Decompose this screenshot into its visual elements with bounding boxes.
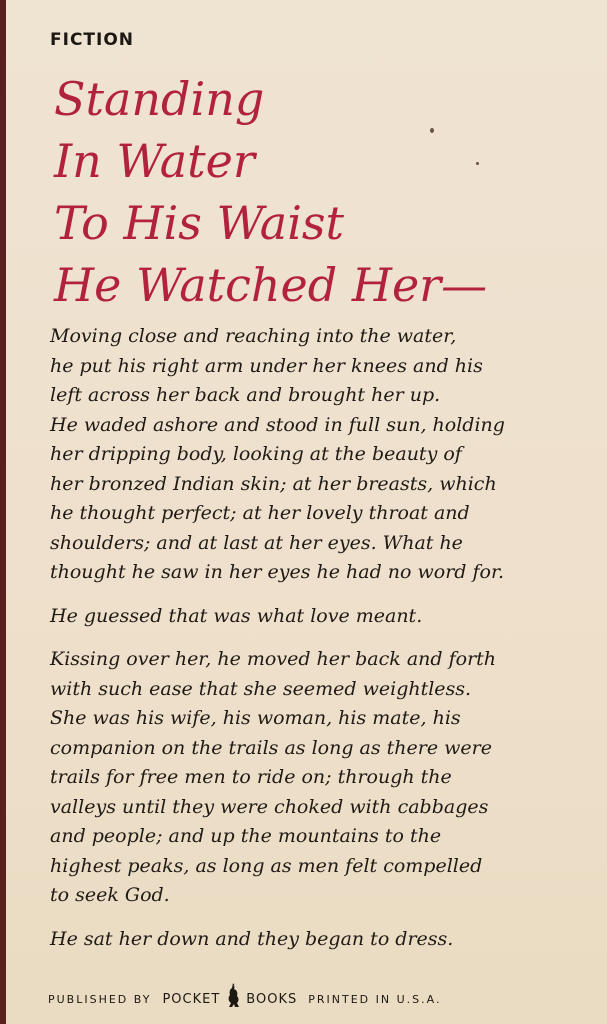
headline-line: To His Waist bbox=[54, 196, 344, 250]
publisher-brand-right: BOOKS bbox=[246, 991, 298, 1007]
kangaroo-logo-icon bbox=[224, 982, 242, 1008]
headline-line: He Watched Her— bbox=[54, 258, 488, 312]
excerpt-line: to seek God. bbox=[50, 884, 170, 906]
publisher-suffix: PRINTED IN U.S.A. bbox=[308, 992, 442, 1006]
excerpt-line: left across her back and brought her up. bbox=[50, 384, 441, 406]
excerpt-line: She was his wife, his woman, his mate, his bbox=[50, 707, 461, 729]
excerpt-line: trails for free men to ride on; through the bbox=[50, 766, 452, 788]
headline-line: Standing bbox=[54, 72, 265, 126]
publisher-brand-left: POCKET bbox=[162, 991, 221, 1007]
excerpt-paragraph bbox=[50, 925, 590, 955]
excerpt-line: her dripping body, looking at the beauty of bbox=[50, 443, 462, 465]
excerpt-line: her bronzed Indian skin; at her breasts, which bbox=[50, 472, 497, 495]
excerpt-line: with such ease that she seemed weightless. bbox=[50, 677, 472, 700]
excerpt-line: Moving close and reaching into the water, bbox=[50, 325, 457, 347]
excerpt-line: He waded ashore and stood in full sun, holding bbox=[50, 413, 505, 436]
excerpt-paragraph bbox=[50, 645, 590, 911]
paper-speck bbox=[430, 128, 434, 133]
excerpt-line: He sat her down and they began to dress. bbox=[50, 927, 454, 950]
excerpt-paragraph bbox=[50, 602, 590, 632]
excerpt-line: He guessed that was what love meant. bbox=[50, 604, 423, 627]
excerpt-line: highest peaks, as long as men felt compelled bbox=[50, 854, 483, 877]
excerpt-line: he thought perfect; at her lovely throat and bbox=[50, 502, 470, 524]
excerpt-line: he put his right arm under her knees and his bbox=[50, 354, 483, 377]
headline bbox=[54, 68, 594, 316]
headline-line: In Water bbox=[54, 134, 255, 188]
excerpt-line: and people; and up the mountains to the bbox=[50, 825, 442, 847]
excerpt-body bbox=[50, 322, 590, 968]
excerpt-line: thought he saw in her eyes he had no word for. bbox=[50, 561, 504, 583]
publisher-prefix: PUBLISHED BY bbox=[48, 992, 152, 1006]
excerpt-line: valleys until they were choked with cabbages bbox=[50, 795, 489, 818]
excerpt-line: Kissing over her, he moved her back and forth bbox=[50, 648, 497, 670]
paper-speck bbox=[476, 162, 479, 165]
excerpt-line: shoulders; and at last at her eyes. What he bbox=[50, 531, 463, 554]
excerpt-line: companion on the trails as long as there were bbox=[50, 736, 492, 759]
category-label: FICTION bbox=[50, 30, 135, 50]
publisher-line bbox=[48, 986, 588, 1012]
excerpt-paragraph bbox=[50, 322, 590, 588]
